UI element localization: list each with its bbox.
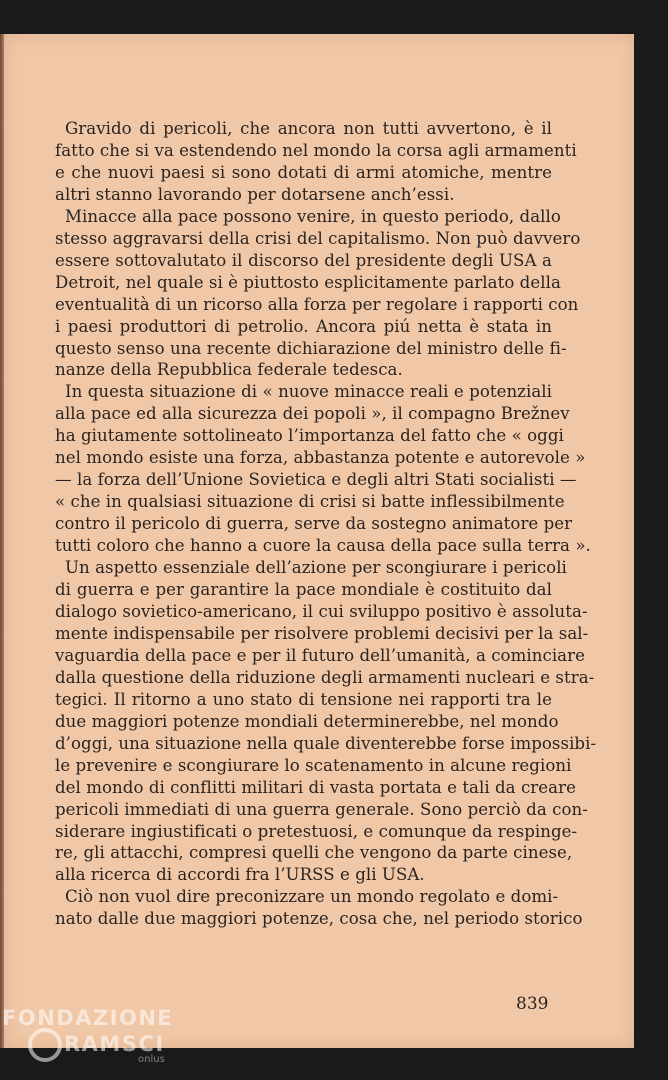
text-line: siderare ingiustificati o pretestuosi, e comunque da respinge- <box>55 821 578 841</box>
paragraph <box>55 557 597 886</box>
text-line: nel mondo esiste una forza, abbastanza potente e autorevole » <box>55 448 586 468</box>
paragraph <box>55 381 591 557</box>
text-line: essere sottovalutato il discorso del presidente degli USA a <box>55 250 552 270</box>
text-line: nato dalle due maggiori potenze, cosa che, nel periodo storico <box>55 909 583 929</box>
text-line: i paesi produttori di petrolio. Ancora piú netta è stata in <box>55 316 552 336</box>
text-line: stesso aggravarsi della crisi del capitalismo. Non può davvero <box>55 228 581 248</box>
paragraph <box>55 118 577 206</box>
text-line: Minacce alla pace possono venire, in questo periodo, dallo <box>65 206 561 226</box>
text-line: le prevenire e scongiurare lo scatenamento in alcune regioni <box>55 755 572 775</box>
text-line: re, gli attacchi, compresi quelli che vengono da parte cinese, <box>55 843 573 863</box>
text-line: fatto che si va estendendo nel mondo la corsa agli armamenti <box>55 140 577 160</box>
text-line: d’oggi, una situazione nella quale diventerebbe forse impossibi- <box>55 733 597 753</box>
text-line: tegici. Il ritorno a uno stato di tensione nei rapporti tra le <box>55 689 552 709</box>
text-line: pericoli immediati di una guerra generale. Sono perciò da con- <box>55 799 588 819</box>
text-line: — la forza dell’Unione Sovietica e degli altri Stati socialisti — <box>55 470 577 490</box>
gramsci-g-icon <box>28 1028 62 1062</box>
text-line: di guerra e per garantire la pace mondiale è costituito dal <box>55 580 552 600</box>
text-line: dialogo sovietico-americano, il cui sviluppo positivo è assoluta- <box>55 601 588 621</box>
watermark-suffix: onlus <box>138 1054 165 1065</box>
text-line: Gravido di pericoli, che ancora non tutti avvertono, è il <box>65 119 552 138</box>
text-line: alla ricerca di accordi fra l’URSS e gli USA. <box>55 865 425 885</box>
text-line: Ciò non vuol dire preconizzare un mondo regolato e domi- <box>65 887 559 907</box>
watermark-logo <box>2 1006 174 1065</box>
paragraph <box>55 886 583 930</box>
paragraph <box>55 206 581 382</box>
text-line: del mondo di conflitti militari di vasta portata e tali da creare <box>55 777 576 797</box>
text-line: tutti coloro che hanno a cuore la causa della pace sulla terra ». <box>55 536 591 556</box>
page-number: 839 <box>516 994 549 1014</box>
text-line: nanze della Repubblica federale tedesca. <box>55 360 403 380</box>
text-line: contro il pericolo di guerra, serve da sostegno animatore per <box>55 514 573 534</box>
text-line: In questa situazione di « nuove minacce reali e potenziali <box>65 382 552 402</box>
body-text <box>55 118 597 930</box>
text-line: due maggiori potenze mondiali determinerebbe, nel mondo <box>55 711 559 731</box>
text-line: dalla questione della riduzione degli armamenti nucleari e stra- <box>55 667 595 687</box>
text-line: vaguardia della pace e per il futuro dell’umanità, a cominciare <box>55 645 585 665</box>
text-line: questo senso una recente dichiarazione del ministro delle fi- <box>55 338 567 358</box>
text-line: e che nuovi paesi si sono dotati di armi atomiche, mentre <box>55 162 552 182</box>
watermark-line1: FONDAZIONE <box>2 1006 174 1030</box>
text-line: Un aspetto essenziale dell’azione per scongiurare i pericoli <box>65 558 567 578</box>
text-line: mente indispensabile per risolvere problemi decisivi per la sal- <box>55 623 589 643</box>
text-line: eventualità di un ricorso alla forza per regolare i rapporti con <box>55 294 579 314</box>
watermark-line2: RAMSCI <box>64 1032 165 1056</box>
text-line: altri stanno lavorando per dotarsene anch’essi. <box>55 184 455 204</box>
text-line: Detroit, nel quale si è piuttosto esplicitamente parlato della <box>55 272 561 292</box>
text-line: « che in qualsiasi situazione di crisi si batte inflessibilmente <box>55 492 565 512</box>
text-line: alla pace ed alla sicurezza dei popoli », il compagno Brežnev <box>55 404 570 424</box>
text-line: ha giutamente sottolineato l’importanza del fatto che « oggi <box>55 426 564 446</box>
